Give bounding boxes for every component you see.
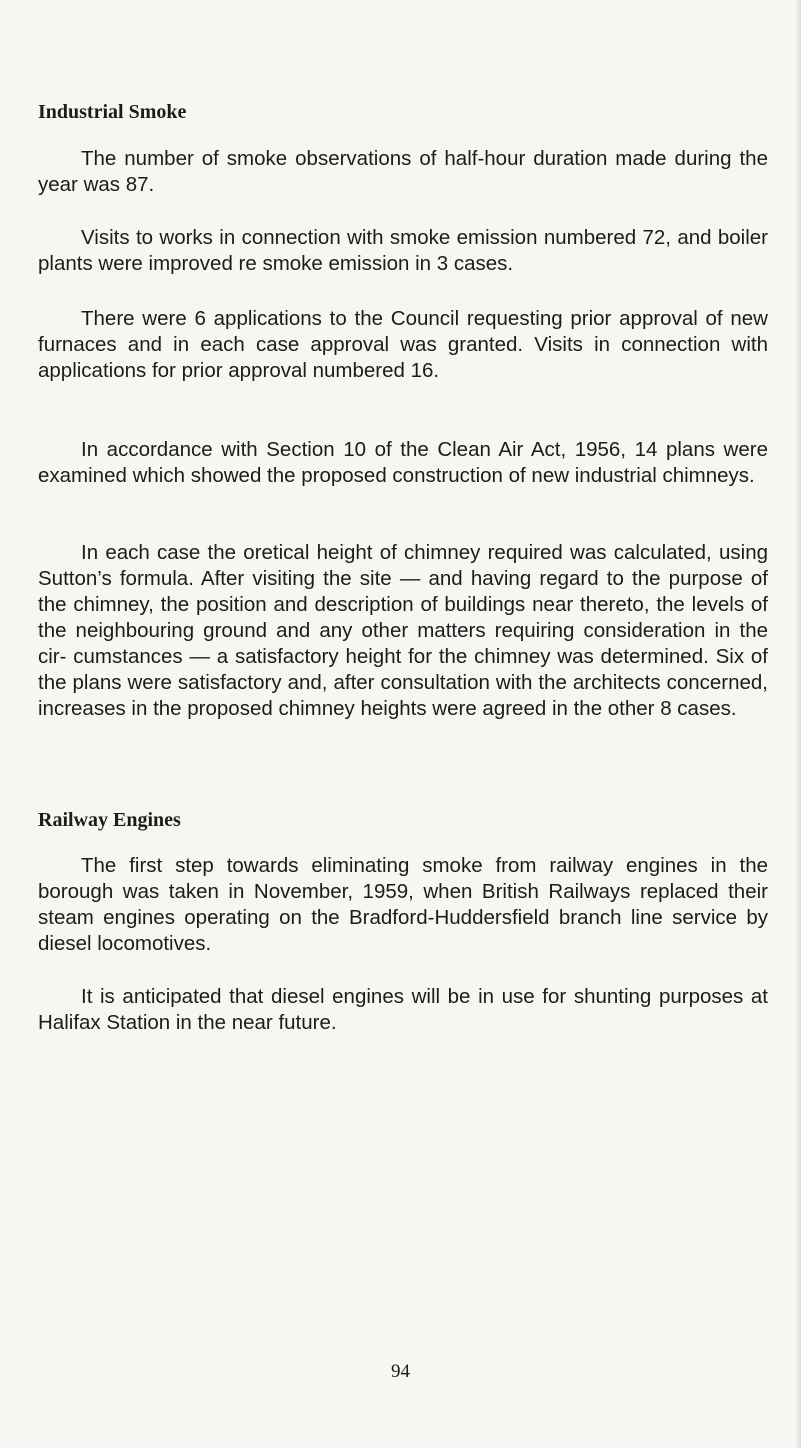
paragraph-works-visits: Visits to works in connection with smoke emission numbered 72, and boiler plants were improved re smoke emission in 3 cases. <box>38 226 768 275</box>
paragraph-smoke-observations: The number of smoke observations of half-hour duration made during the year was 87. <box>38 147 768 196</box>
paragraph-halifax-station: It is anticipated that diesel engines will be in use for shunting purposes at Halifax Station in the near future. <box>38 985 768 1034</box>
paragraph-chimney-height: In each case the oretical height of chimney required was calculated, using Sutton’s formula. After visiting the site — and having regard to the purpose of the chimney, the position and description of buildings near thereto, the levels of the neighbouring ground and any other matters requiring consideration in the cir- cumstances — a satisfactory height for the chimney was determined. Six of the plans were satisfactory and, after consultation with the architects concerned, increases in the proposed chimney heights were agreed in the other 8 cases. <box>38 541 768 720</box>
paragraph-clean-air-act: In accordance with Section 10 of the Clean Air Act, 1956, 14 plans were examined which showed the proposed construction of new industrial chimneys. <box>38 438 768 487</box>
heading-railway-engines: Railway Engines <box>38 809 181 831</box>
page-number: 94 <box>391 1361 410 1382</box>
paragraph-furnace-approval: There were 6 applications to the Council requesting prior approval of new furnaces and in each case approval was granted. Visits in connection with applications for prior approval numbered 16. <box>38 307 768 382</box>
heading-industrial-smoke: Industrial Smoke <box>38 101 187 123</box>
paragraph-diesel-replacement: The first step towards eliminating smoke from railway engines in the borough was taken in November, 1959, when British Railways replaced their steam engines operating on the Bradford-Huddersfield branch line service by diesel locomotives. <box>38 854 768 955</box>
page-edge-shadow <box>795 0 801 1448</box>
